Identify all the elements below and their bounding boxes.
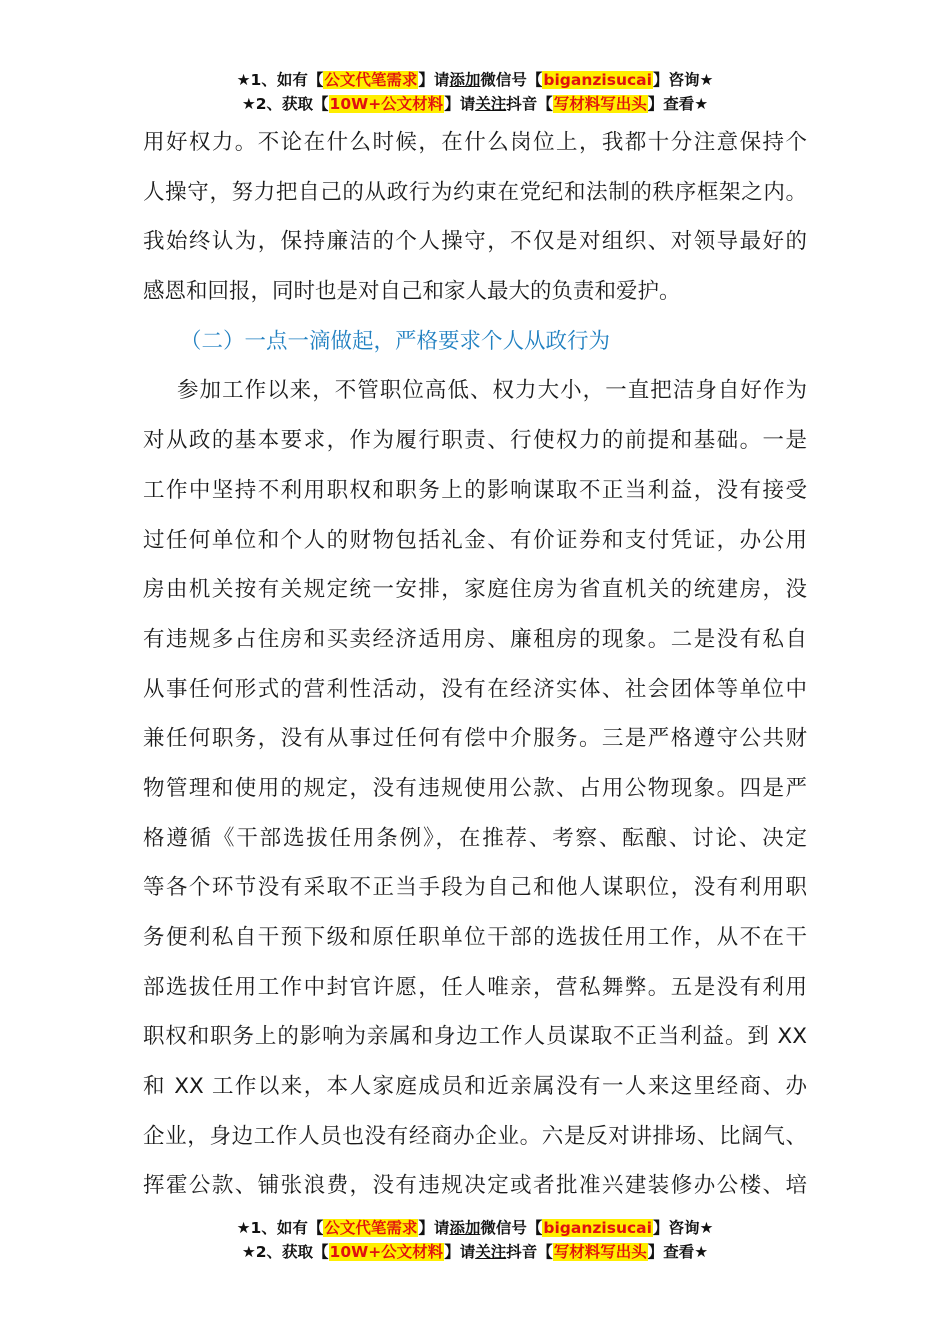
body-line: 格遵循《干部选拔任用条例》，在推荐、考察、酝酿、讨论、决定: [143, 825, 807, 851]
banner-line-1: ★1、如有【公文代笔需求】请添加微信号【biganzisucai】咨询★: [236, 1219, 714, 1237]
body-line: 物管理和使用的规定，没有违规使用公款、占用公物现象。四是严: [143, 775, 807, 801]
body-line: 从事任何形式的营利性活动，没有在经济实体、社会团体等单位中: [143, 676, 807, 702]
highlight-douyin: 写材料写出头: [553, 95, 647, 113]
body-line: 参加工作以来，不管职位高低、权力大小，一直把洁身自好作为: [177, 378, 807, 404]
body-line: 有违规多占住房和买卖经济适用房、廉租房的现象。二是没有私自: [143, 626, 807, 652]
highlight-wechat-id: biganzisucai: [543, 1219, 652, 1237]
highlight-service: 公文代笔需求: [324, 1219, 418, 1237]
body-line: 务便利私自干预下级和原任职单位干部的选拔任用工作，从不在干: [143, 925, 807, 950]
body-line: 兼任何职务，没有从事过任何有偿中介服务。三是严格遵守公共财: [143, 726, 807, 752]
body-line: 用好权力。不论在什么时候，在什么岗位上，我都十分注意保持个: [143, 130, 807, 155]
body-line: 等各个环节没有采取不正当手段为自己和他人谋职位，没有利用职: [143, 875, 807, 901]
body-line: 企业，身边工作人员也没有经商办企业。六是反对讲排场、比阔气、: [143, 1123, 807, 1149]
body-line: 职权和职务上的影响为亲属和身边工作人员谋取不正当利益。到 XX: [143, 1024, 807, 1050]
banner-line-2: ★2、获取【10W+公文材料】请关注抖音【写材料写出头】查看★: [241, 95, 709, 113]
highlight-materials: 10W+公文材料: [329, 95, 444, 113]
highlight-service: 公文代笔需求: [324, 71, 418, 89]
highlight-douyin: 写材料写出头: [553, 1243, 647, 1261]
banner-line-1: ★1、如有【公文代笔需求】请添加微信号【biganzisucai】咨询★: [236, 71, 714, 89]
section-heading: （二）一点一滴做起，严格要求个人从政行为: [180, 328, 611, 354]
body-line: 感恩和回报，同时也是对自己和家人最大的负责和爱护。: [143, 279, 681, 305]
body-line: 和 XX 工作以来，本人家庭成员和近亲属没有一人来这里经商、办: [143, 1074, 807, 1100]
body-line: 过任何单位和个人的财物包括礼金、有价证券和支付凭证，办公用: [143, 527, 807, 553]
body-line: 人操守，努力把自己的从政行为约束在党纪和法制的秩序框架之内。: [143, 179, 807, 205]
body-line: 我始终认为，保持廉洁的个人操守，不仅是对组织、对领导最好的: [143, 229, 807, 255]
highlight-materials: 10W+公文材料: [329, 1243, 444, 1261]
body-line: 房由机关按有关规定统一安排，家庭住房为省直机关的统建房，没: [143, 577, 807, 603]
body-line: 部选拔任用工作中封官许愿，任人唯亲，营私舞弊。五是没有利用: [143, 974, 807, 1000]
banner-line-2: ★2、获取【10W+公文材料】请关注抖音【写材料写出头】查看★: [241, 1243, 709, 1261]
body-line: 挥霍公款、铺张浪费，没有违规决定或者批准兴建装修办公楼、培: [143, 1173, 807, 1199]
body-line: 对从政的基本要求，作为履行职责、行使权力的前提和基础。一是: [143, 428, 807, 454]
body-line: 工作中坚持不利用职权和职务上的影响谋取不正当利益，没有接受: [143, 477, 807, 503]
bottom-banner: [0, 1216, 950, 1264]
top-banner: [0, 68, 950, 116]
highlight-wechat-id: biganzisucai: [543, 71, 652, 89]
document-body: [143, 118, 807, 1211]
